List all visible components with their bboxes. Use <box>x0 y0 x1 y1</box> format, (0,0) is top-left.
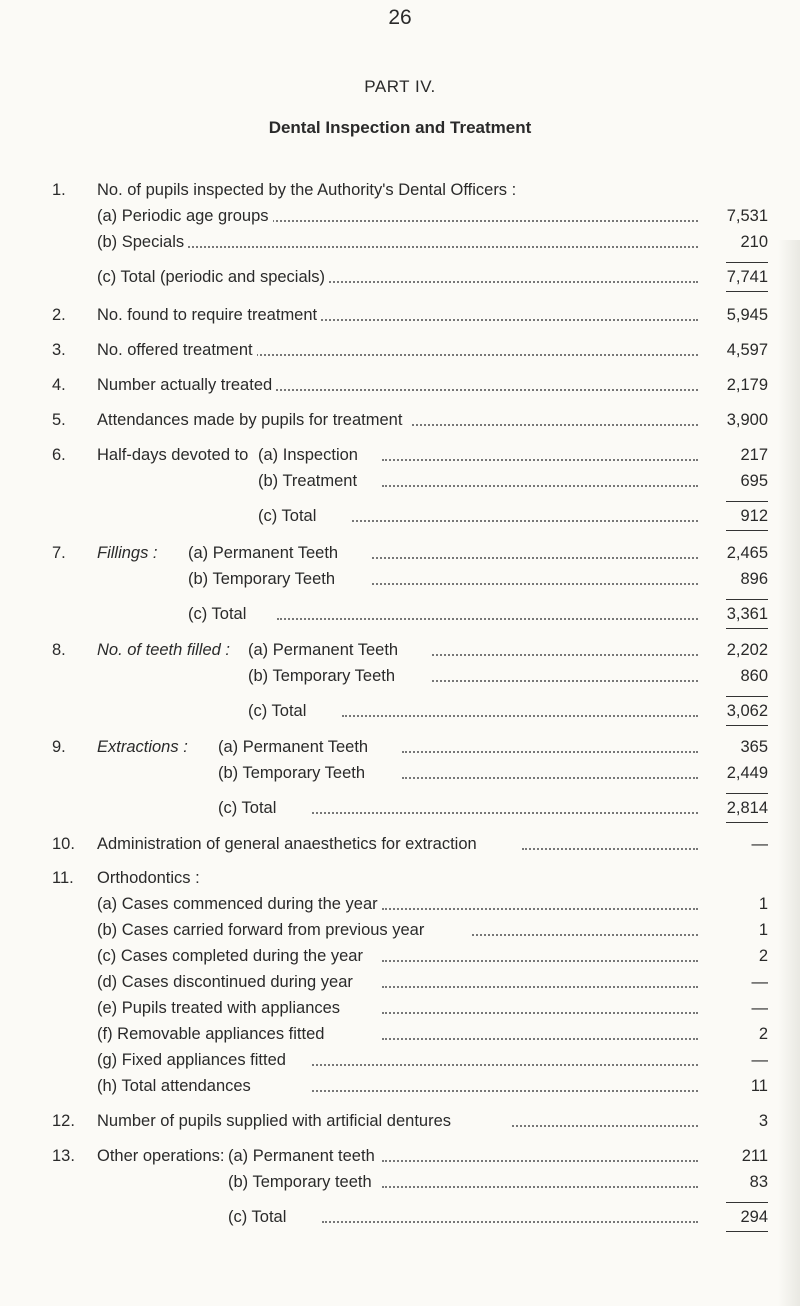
item-1c <box>52 264 768 290</box>
leader-dots <box>412 424 698 426</box>
item-9a <box>52 734 768 760</box>
item-7c <box>52 601 768 627</box>
sum-rule <box>726 793 768 794</box>
item-label: Fillings : <box>97 540 162 566</box>
item-6b <box>52 468 768 494</box>
item-value: 83 <box>749 1173 768 1191</box>
item-sublabel: (f) Removable appliances fitted <box>97 1021 328 1047</box>
item-label: Half-days devoted to <box>97 442 252 468</box>
section-title: Dental Inspection and Treatment <box>268 118 532 137</box>
leader-dots <box>382 1160 698 1162</box>
item-value: 11 <box>750 1077 768 1095</box>
sum-rule <box>726 599 768 600</box>
item-number: 11. <box>52 869 74 887</box>
item-sublabel: (c) Total <box>248 698 310 724</box>
item-value: 860 <box>740 667 768 685</box>
item-value: 365 <box>740 738 768 756</box>
leader-dots <box>402 751 698 753</box>
item-number: 10. <box>52 835 75 853</box>
page-number: 26 <box>388 6 412 29</box>
item-sublabel: (a) Cases commenced during the year <box>97 891 382 917</box>
item-number: 3. <box>52 341 66 359</box>
item-number: 8. <box>52 641 66 659</box>
item-label: Number of pupils supplied with artificial dentures <box>97 1108 455 1134</box>
item-8c <box>52 698 768 724</box>
item-value: 1 <box>758 895 768 913</box>
sum-rule <box>726 262 768 263</box>
item-value: 896 <box>740 570 768 588</box>
item-value: 2,465 <box>726 544 768 562</box>
leader-dots <box>472 934 698 936</box>
leader-dots <box>322 1221 698 1223</box>
item-value: 7,741 <box>726 268 768 286</box>
item-sublabel: (c) Cases completed during the year <box>97 943 367 969</box>
leader-dots <box>372 557 698 559</box>
leader-dots <box>372 583 698 585</box>
leader-dots <box>352 520 698 522</box>
item-number: 9. <box>52 738 66 756</box>
item-sublabel: (c) Total <box>228 1204 290 1230</box>
item-sublabel: (c) Total <box>218 795 280 821</box>
item-sublabel: (e) Pupils treated with appliances <box>97 995 344 1021</box>
leader-dots <box>432 654 698 656</box>
item-8a <box>52 637 768 663</box>
item-sublabel: (a) Permanent Teeth <box>248 637 402 663</box>
item-label: (c) Total (periodic and specials) <box>97 264 329 290</box>
item-sublabel: (a) Inspection <box>258 442 362 468</box>
leader-dots <box>277 618 698 620</box>
item-number: 4. <box>52 376 66 394</box>
sum-rule <box>726 1202 768 1203</box>
item-11-heading <box>52 865 768 891</box>
leader-dots <box>432 680 698 682</box>
item-value: 3,361 <box>726 605 768 623</box>
total-rule <box>726 725 768 726</box>
item-10 <box>52 831 768 857</box>
sum-rule <box>726 501 768 502</box>
part-title: PART IV. <box>364 77 436 96</box>
item-13b <box>52 1169 768 1195</box>
item-number: 7. <box>52 544 66 562</box>
item-value: 3,900 <box>726 411 768 429</box>
item-13c <box>52 1204 768 1230</box>
leader-dots <box>342 715 698 717</box>
item-13a <box>52 1143 768 1169</box>
item-value: 294 <box>740 1208 768 1226</box>
item-value: 695 <box>740 472 768 490</box>
total-rule <box>726 291 768 292</box>
item-value: 5,945 <box>726 306 768 324</box>
item-value: 3 <box>758 1112 768 1130</box>
item-value: 7,531 <box>726 207 768 225</box>
item-3 <box>52 337 768 363</box>
item-value: 217 <box>740 446 768 464</box>
item-11a <box>52 891 768 917</box>
item-number: 12. <box>52 1112 75 1130</box>
item-label: (b) Specials <box>97 229 188 255</box>
item-label: Attendances made by pupils for treatment <box>97 407 406 433</box>
item-value: 4,597 <box>726 341 768 359</box>
item-11f <box>52 1021 768 1047</box>
total-rule <box>726 628 768 629</box>
total-rule <box>726 1231 768 1232</box>
item-value: — <box>751 999 768 1017</box>
item-sublabel: (b) Temporary Teeth <box>218 760 369 786</box>
item-12 <box>52 1108 768 1134</box>
leader-dots <box>252 389 698 391</box>
item-value: 3,062 <box>726 702 768 720</box>
total-rule <box>726 822 768 823</box>
item-2 <box>52 302 768 328</box>
item-sublabel: (h) Total attendances <box>97 1073 255 1099</box>
page-edge-shadow <box>778 240 800 1306</box>
item-value: 210 <box>740 233 768 251</box>
leader-dots <box>312 812 698 814</box>
item-number: 13. <box>52 1147 75 1165</box>
item-4 <box>52 372 768 398</box>
item-value: 2 <box>758 947 768 965</box>
leader-dots <box>382 960 698 962</box>
leader-dots <box>312 1090 698 1092</box>
sum-rule <box>726 696 768 697</box>
item-11d <box>52 969 768 995</box>
item-sublabel: (b) Treatment <box>258 468 361 494</box>
leader-dots <box>322 281 698 283</box>
item-label: No. of teeth filled : <box>97 637 234 663</box>
item-11b <box>52 917 768 943</box>
item-sublabel: (d) Cases discontinued during year <box>97 969 357 995</box>
leader-dots <box>522 848 698 850</box>
item-1a <box>52 203 768 229</box>
item-5 <box>52 407 768 433</box>
item-value: 2,179 <box>726 376 768 394</box>
item-9c <box>52 795 768 821</box>
item-value: — <box>751 973 768 991</box>
item-value: 2,814 <box>726 799 768 817</box>
item-label: (a) Periodic age groups <box>97 203 273 229</box>
item-number: 5. <box>52 411 66 429</box>
item-label: Extractions : <box>97 734 192 760</box>
item-label: No. offered treatment <box>97 337 257 363</box>
item-sublabel: (g) Fixed appliances fitted <box>97 1047 290 1073</box>
leader-dots <box>382 485 698 487</box>
leader-dots <box>382 1038 698 1040</box>
item-number: 6. <box>52 446 66 464</box>
leader-dots <box>302 319 698 321</box>
item-1-heading <box>52 177 768 203</box>
item-7a <box>52 540 768 566</box>
leader-dots <box>312 1064 698 1066</box>
item-8b <box>52 663 768 689</box>
item-sublabel: (b) Temporary Teeth <box>248 663 399 689</box>
item-6a <box>52 442 768 468</box>
item-value: 211 <box>741 1147 768 1165</box>
item-11g <box>52 1047 768 1073</box>
item-6c <box>52 503 768 529</box>
item-9b <box>52 760 768 786</box>
item-label: Administration of general anaesthetics for extraction <box>97 831 481 857</box>
item-value: 912 <box>740 507 768 525</box>
item-label: Orthodontics : <box>97 865 204 891</box>
item-label: Number actually treated <box>97 372 276 398</box>
leader-dots <box>172 246 698 248</box>
item-value: 2 <box>758 1025 768 1043</box>
item-sublabel: (c) Total <box>258 503 320 529</box>
item-sublabel: (b) Temporary teeth <box>228 1169 376 1195</box>
leader-dots <box>382 1012 698 1014</box>
item-label: No. of pupils inspected by the Authority's Dental Officers : <box>97 177 520 203</box>
item-11e <box>52 995 768 1021</box>
item-value: — <box>751 1051 768 1069</box>
item-sublabel: (a) Permanent Teeth <box>218 734 372 760</box>
item-value: 1 <box>758 921 768 939</box>
item-value: — <box>751 835 768 853</box>
item-11c <box>52 943 768 969</box>
item-number: 1. <box>52 181 66 199</box>
leader-dots <box>382 459 698 461</box>
item-11h <box>52 1073 768 1099</box>
leader-dots <box>402 777 698 779</box>
total-rule <box>726 530 768 531</box>
item-label: No. found to require treatment <box>97 302 321 328</box>
leader-dots <box>252 354 698 356</box>
leader-dots <box>382 908 698 910</box>
item-label: Other operations: <box>97 1143 229 1169</box>
item-sublabel: (b) Cases carried forward from previous year <box>97 917 428 943</box>
item-number: 2. <box>52 306 66 324</box>
leader-dots <box>252 220 698 222</box>
leader-dots <box>382 1186 698 1188</box>
item-value: 2,449 <box>726 764 768 782</box>
item-sublabel: (b) Temporary Teeth <box>188 566 339 592</box>
item-sublabel: (a) Permanent teeth <box>228 1143 379 1169</box>
item-sublabel: (c) Total <box>188 601 250 627</box>
item-1b <box>52 229 768 255</box>
leader-dots <box>512 1125 698 1127</box>
leader-dots <box>382 986 698 988</box>
item-value: 2,202 <box>726 641 768 659</box>
item-sublabel: (a) Permanent Teeth <box>188 540 342 566</box>
item-7b <box>52 566 768 592</box>
